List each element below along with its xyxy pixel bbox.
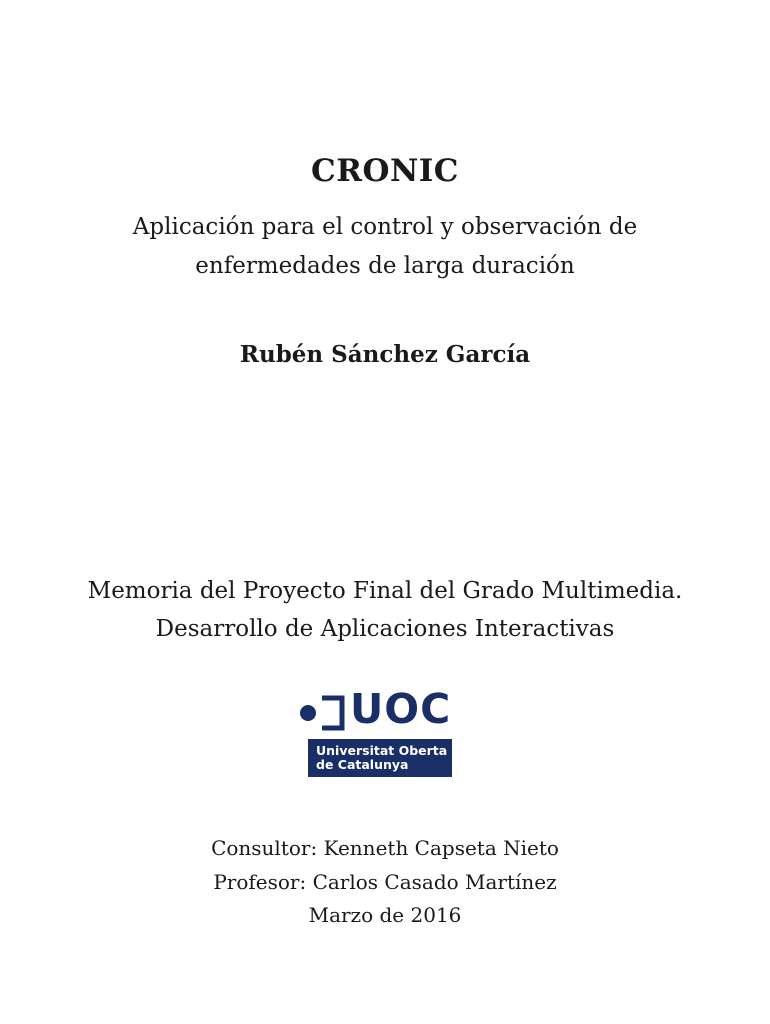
uoc-name-line-1: Universitat Oberta bbox=[316, 743, 448, 758]
subtitle-line-1: Aplicación para el control y observación de bbox=[132, 214, 638, 240]
memoria-line-2: Desarrollo de Aplicaciones Interactivas bbox=[155, 616, 615, 642]
uoc-wordmark: UOC bbox=[350, 685, 452, 733]
uoc-logo-mark-icon bbox=[298, 695, 346, 731]
author-name: Rubén Sánchez García bbox=[239, 341, 531, 368]
profesor-line: Profesor: Carlos Casado Martínez bbox=[213, 870, 557, 894]
consultor-line: Consultor: Kenneth Capseta Nieto bbox=[211, 836, 559, 860]
document-title: CRONIC bbox=[311, 153, 459, 189]
subtitle-line-2: enfermedades de larga duración bbox=[195, 253, 575, 279]
uoc-name-line-2: de Catalunya bbox=[316, 757, 409, 772]
uoc-logo bbox=[298, 685, 458, 785]
uoc-name-box bbox=[308, 739, 452, 777]
date-line: Marzo de 2016 bbox=[308, 903, 462, 927]
memoria-line-1: Memoria del Proyecto Final del Grado Multimedia. bbox=[87, 578, 683, 604]
